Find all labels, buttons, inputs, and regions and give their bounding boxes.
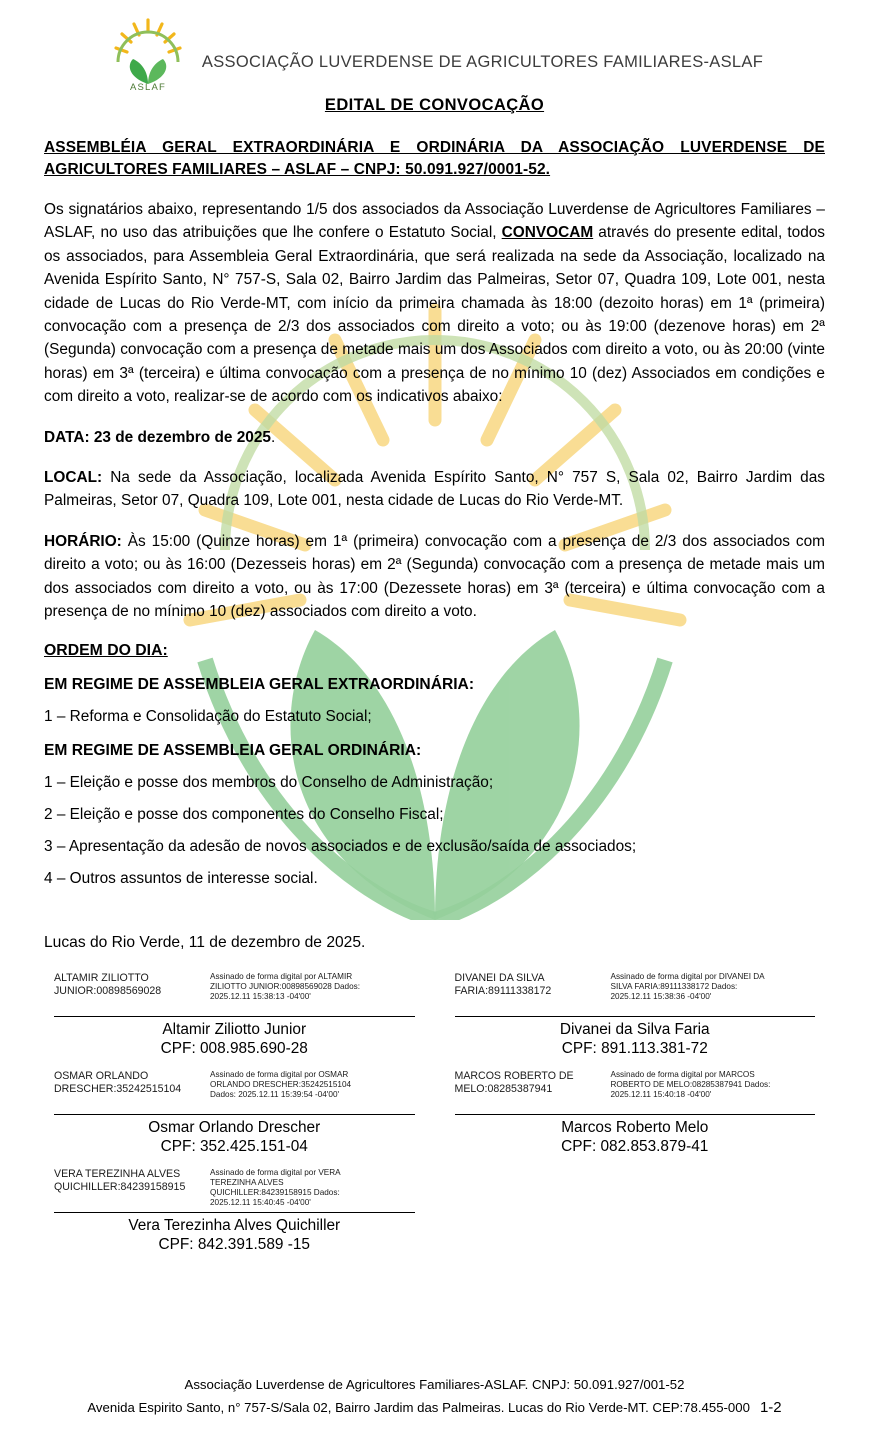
field-data (44, 426, 825, 449)
association-name: ASSOCIAÇÃO LUVERDENSE DE AGRICULTORES FAMILIARES-ASLAF (201, 52, 764, 71)
signer-name: Vera Terezinha Alves Quichiller (128, 1217, 341, 1235)
field-local (44, 466, 825, 513)
data-value: 23 de dezembro de 2025 (89, 428, 271, 446)
page-number: 1-2 (759, 1398, 782, 1416)
signer-cpf: CPF: 082.853.879-41 (561, 1138, 709, 1156)
signer-cpf: CPF: 842.391.589 -15 (158, 1236, 310, 1254)
signature-line (54, 1114, 415, 1115)
agenda-extraordinary-header: EM REGIME DE ASSEMBLEIA GERAL EXTRAORDINÁRIA: (44, 676, 475, 694)
stamp-details: Assinado de forma digital por VERA TEREZINHA ALVES QUICHILLER:84239158915 Dados: 2025.12.11 15:40:45 -04'00' (210, 1168, 341, 1207)
digital-stamp (44, 1068, 425, 1112)
data-label: DATA: (44, 428, 90, 446)
data-value-rest: . (270, 428, 276, 446)
stamp-subject: MARCOS ROBERTO DE MELO:08285387941 (454, 1070, 574, 1095)
horario-value: Às 15:00 (Quinze horas) em 1ª (primeira) convocação com a presença de 2/3 dos associados com direito a voto; ou às 16:00 (Dezesseis horas) em 2ª (Segunda) convocação com a presença de metade mais um dos associados com direito a voto, ou às 17:00 (Dezessete horas) em 3ª (terceira) e última convocação com a presença de no mínimo 10 (dez) associados com direito a voto. (44, 532, 825, 621)
signature-line (455, 1016, 816, 1017)
signature-line (54, 1212, 415, 1213)
agenda-ordinary-item-3: 3 – Apresentação da adesão de novos associados e de exclusão/saída de associados; (44, 838, 637, 856)
stamp-subject: VERA TEREZINHA ALVES QUICHILLER:84239158915 (54, 1168, 186, 1193)
digital-stamp (44, 1166, 425, 1210)
document-title: EDITAL DE CONVOCAÇÃO (324, 96, 545, 114)
field-horario (44, 530, 825, 624)
aslaf-logo (106, 18, 190, 92)
intro-paragraph (44, 198, 825, 409)
stamp-details: Assinado de forma digital por DIVANEI DA SILVA FARIA:89111338172 Dados: 2025.12.11 15:38:36 -04'00' (610, 972, 765, 1002)
place-and-date: Lucas do Rio Verde, 11 de dezembro de 2025. (44, 934, 366, 952)
page-footer (0, 1375, 869, 1419)
subject-heading: ASSEMBLÉIA GERAL EXTRAORDINÁRIA E ORDINÁRIA DA ASSOCIAÇÃO LUVERDENSE DE AGRICULTORES FAMILIARES – ASLAF – CNPJ: 50.091.927/0001-52. (44, 139, 825, 179)
stamp-subject: DIVANEI DA SILVA FARIA:89111338172 (454, 972, 552, 997)
footer-line-2-wrap (0, 1396, 869, 1419)
agenda-ordinary-header: EM REGIME DE ASSEMBLEIA GERAL ORDINÁRIA: (44, 742, 422, 760)
stamp-subject: ALTAMIR ZILIOTTO JUNIOR:00898569028 (54, 972, 162, 997)
signer-name: Altamir Ziliotto Junior (162, 1021, 307, 1039)
footer-line-2: Avenida Espirito Santo, n° 757-S/Sala 02, Bairro Jardim das Palmeiras. Lucas do Rio Verde-MT. CEP:78.455-000 (87, 1399, 750, 1415)
horario-label: HORÁRIO: (44, 532, 122, 550)
digital-stamp (44, 970, 425, 1014)
intro-part-1: Os signatários abaixo, representando 1/5 dos associados da Associação Luverdense de Agricultores Familiares – ASLAF, no uso das atribuições que lhe confere o Estatuto Social, (44, 200, 825, 242)
stamp-details: Assinado de forma digital por ALTAMIR ZILIOTTO JUNIOR:00898569028 Dados: 2025.12.11 15:38:13 -04'00' (210, 972, 361, 1002)
signature-block-altamir-ziliotto-junior (44, 970, 425, 1058)
signature-block-osmar-orlando-drescher (44, 1068, 425, 1156)
stamp-details: Assinado de forma digital por OSMAR ORLANDO DRESCHER:35242515104 Dados: 2025.12.11 15:39:54 -04'00' (210, 1070, 352, 1100)
stamp-details: Assinado de forma digital por MARCOS ROBERTO DE MELO:08285387941 Dados: 2025.12.11 15:40:18 -04'00' (610, 1070, 771, 1100)
signature-line (455, 1114, 816, 1115)
signature-block-vera-terezinha-alves-quichiller (44, 1166, 425, 1254)
signer-name: Marcos Roberto Melo (561, 1119, 709, 1137)
signature-line (54, 1016, 415, 1017)
local-value: Na sede da Associação, localizada Avenida Espírito Santo, N° 757 S, Sala 02, Bairro Jardim das Palmeiras, Setor 07, Quadra 109, Lote 001, nesta cidade de Lucas do Rio Verde-MT. (44, 469, 825, 510)
stamp-subject: OSMAR ORLANDO DRESCHER:35242515104 (54, 1070, 182, 1095)
signatures-grid (44, 960, 825, 1254)
digital-stamp (445, 1068, 826, 1112)
digital-stamp (445, 970, 826, 1014)
signer-cpf: CPF: 891.113.381-72 (561, 1040, 708, 1058)
agenda-ordinary-item-2: 2 – Eleição e posse dos componentes do Conselho Fiscal; (44, 806, 444, 824)
signer-name: Osmar Orlando Drescher (148, 1119, 321, 1137)
logo-text: ASLAF (129, 82, 166, 92)
local-label: LOCAL: (44, 469, 103, 486)
signature-block-divanei-da-silva-faria (445, 970, 826, 1058)
agenda-ordinary-item-4: 4 – Outros assuntos de interesse social. (44, 870, 318, 888)
footer-line-1: Associação Luverdense de Agricultores Familiares-ASLAF. CNPJ: 50.091.927/001-52 (184, 1377, 685, 1393)
document-header (44, 0, 825, 92)
agenda-ordinary-item-1: 1 – Eleição e posse dos membros do Conselho de Administração; (44, 774, 494, 792)
agenda-title: ORDEM DO DIA: (44, 642, 168, 660)
signer-name: Divanei da Silva Faria (559, 1021, 710, 1039)
signer-cpf: CPF: 008.985.690-28 (160, 1040, 308, 1058)
signer-cpf: CPF: 352.425.151-04 (160, 1138, 308, 1156)
intro-part-2: através do presente edital, todos os associados, para Assembleia Geral Extraordinária, que será realizada na sede da Associação, localizado na Avenida Espírito Santo, N° 757-S, Sala 02, Bairro Jardim das Palmeiras, Setor 07, Quadra 109, Lote 001, nesta cidade de Lucas do Rio Verde-MT, com início da primeira chamada às 18:00 (dezoito horas) em 1ª (primeira) convocação com a presença de 2/3 dos associados com direito a voto; ou às 19:00 (dezenove horas) em 2ª (Segunda) convocação com a presença de metade mais um dos Associados com direito a voto, ou às 20:00 (vinte horas) em 3ª (terceira) e última convocação com a presença de no mínimo 10 (dez) Associados em condições e com direito a voto, realizar-se de acordo com os indicativos abaixo: (44, 224, 826, 406)
agenda-extraordinary-item-1: 1 – Reforma e Consolidação do Estatuto Social; (44, 708, 372, 726)
convocam-word: CONVOCAM (501, 224, 594, 242)
signature-block-marcos-roberto-melo (445, 1068, 826, 1156)
